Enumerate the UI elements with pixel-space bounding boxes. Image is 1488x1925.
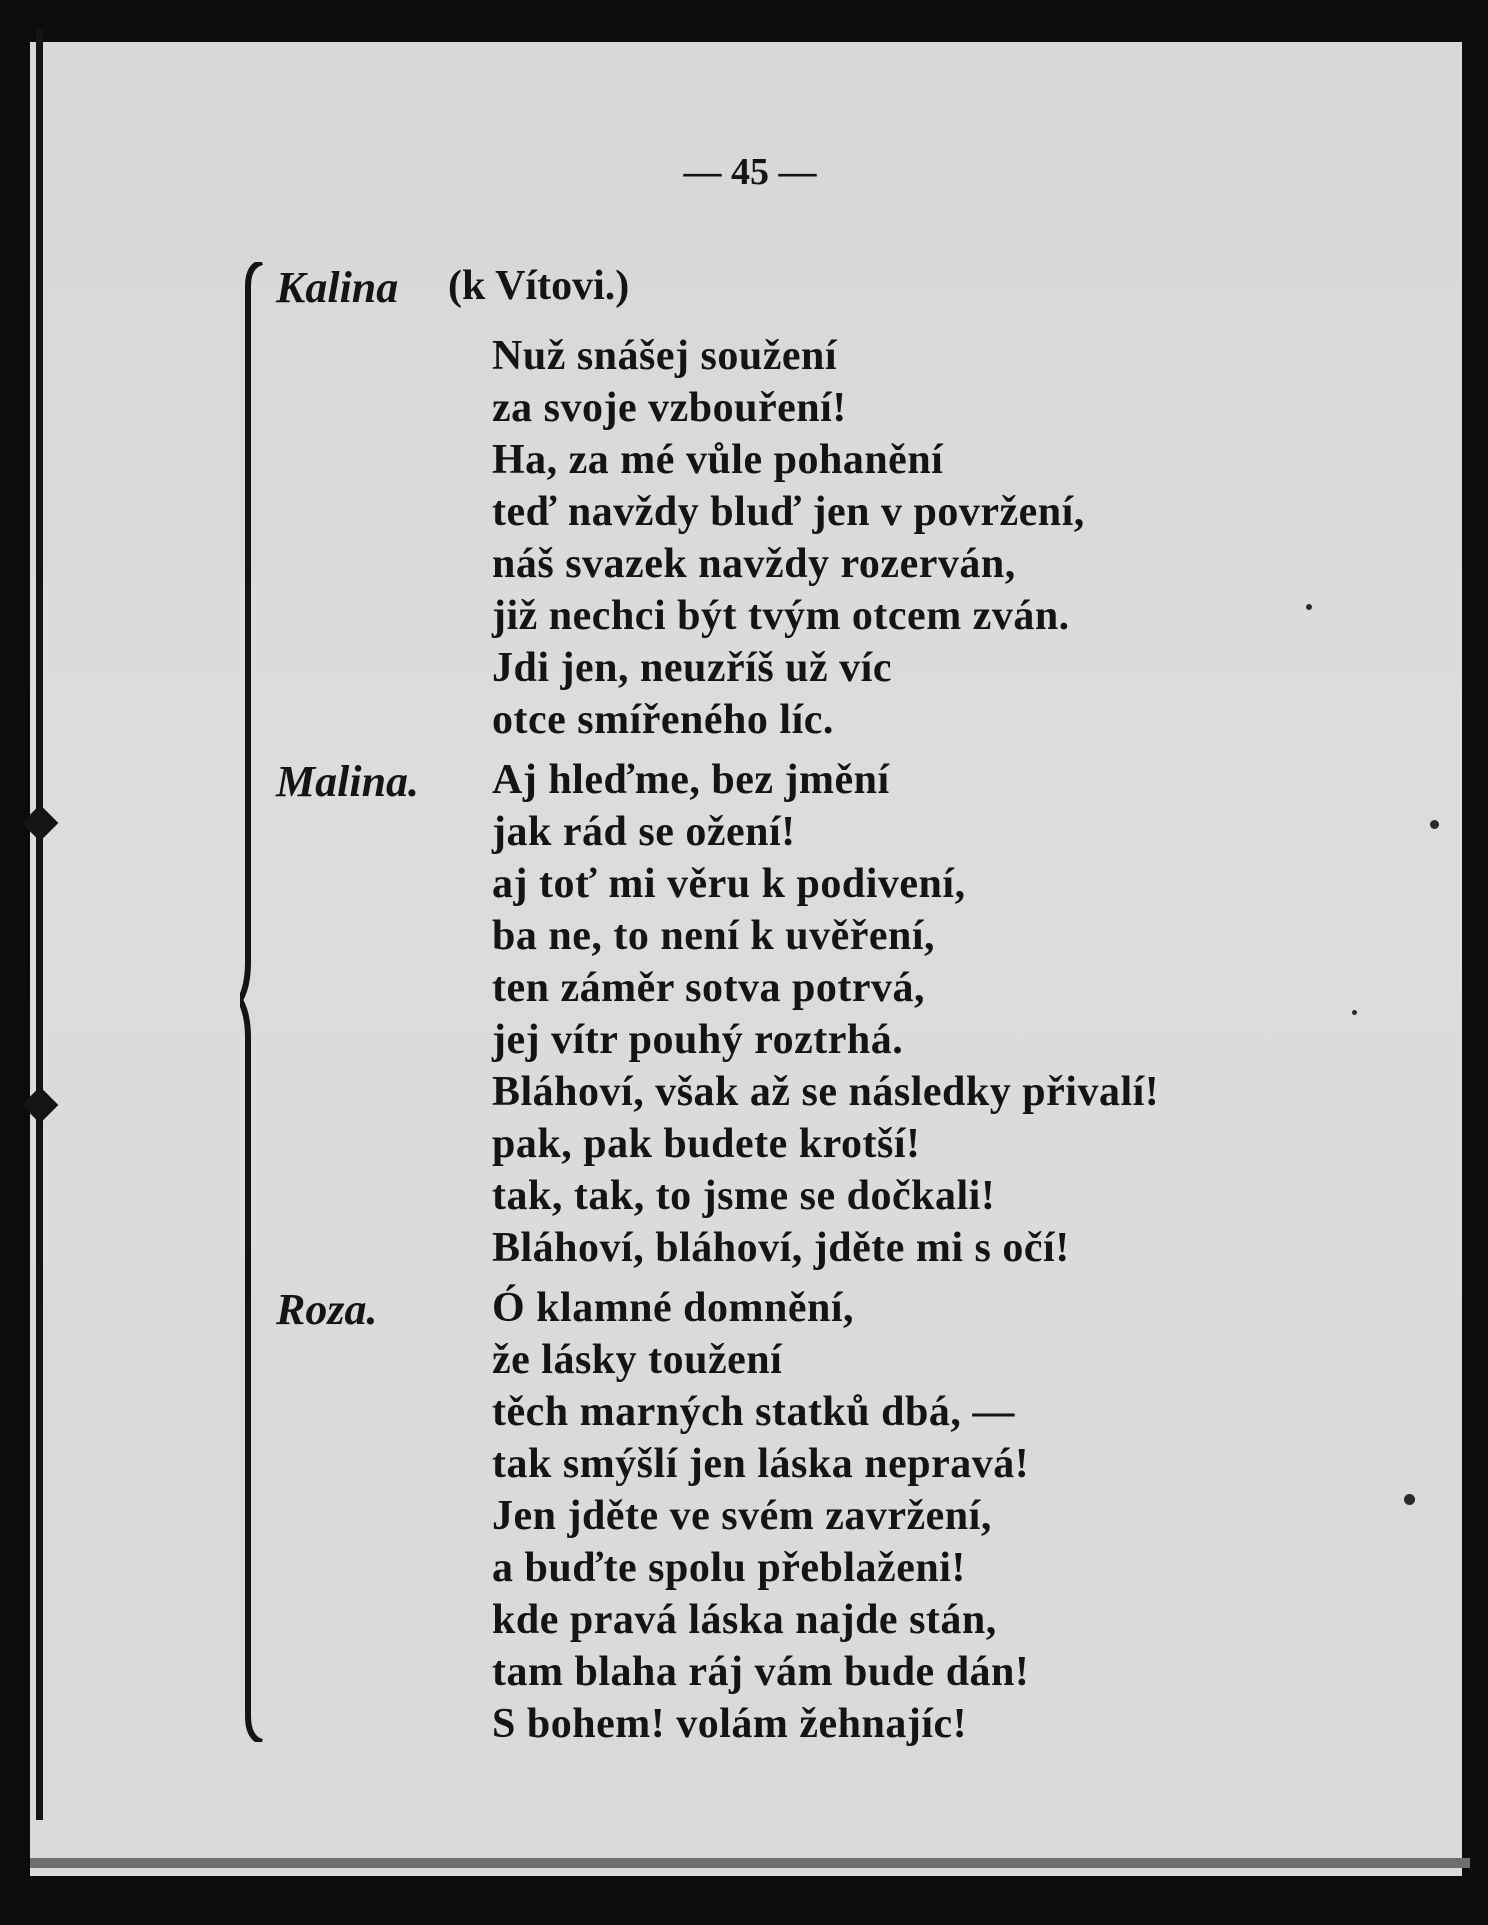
verse-line: S bohem! volám žehnajíc! xyxy=(492,1701,968,1747)
speaker-name-malina: Malina. xyxy=(276,757,420,806)
speaker-name-kalina: Kalina xyxy=(276,263,399,312)
page-number: — 45 — xyxy=(683,151,817,193)
verse-line: Jen jděte ve svém zavržení, xyxy=(492,1493,992,1539)
verse-line: ten záměr sotva potrvá, xyxy=(492,965,925,1011)
verse-line: že lásky toužení xyxy=(492,1337,783,1383)
speaker-brace xyxy=(240,262,268,1742)
verse-line: kde pravá láska najde stán, xyxy=(492,1597,997,1643)
paper-speck xyxy=(1404,1494,1415,1505)
speaker-name-roza: Roza. xyxy=(276,1285,378,1334)
verse-line: již nechci být tvým otcem zván. xyxy=(492,593,1070,639)
verse-line: Bláhoví, však až se následky přivalí! xyxy=(492,1069,1160,1115)
verse-line: náš svazek navždy rozerván, xyxy=(492,541,1016,587)
verse-line: Aj hleďme, bez jmění xyxy=(492,757,890,803)
verse-line: Ha, za mé vůle pohanění xyxy=(492,437,944,483)
paper-speck xyxy=(1306,604,1312,610)
paper-speck xyxy=(1430,820,1439,829)
verse-line: jej vítr pouhý roztrhá. xyxy=(492,1017,904,1063)
verse-line: za svoje vzbouření! xyxy=(492,385,847,431)
gutter-binding-line xyxy=(36,30,43,1820)
paper-speck xyxy=(1352,1010,1357,1015)
verse-line: tak, tak, to jsme se dočkali! xyxy=(492,1173,996,1219)
verse-line: Ó klamné domnění, xyxy=(492,1285,855,1331)
page-bottom-edge xyxy=(30,1858,1470,1868)
verse-line: pak, pak budete krotší! xyxy=(492,1121,921,1167)
verse-line: těch marných statků dbá, — xyxy=(492,1389,1015,1435)
verse-line: aj toť mi věru k podivení, xyxy=(492,861,966,907)
verse-line: Nuž snášej soužení xyxy=(492,333,838,379)
verse-line: a buďte spolu přeblaženi! xyxy=(492,1545,966,1591)
verse-line: Jdi jen, neuzříš už víc xyxy=(492,645,892,691)
verse-line: otce smířeného líc. xyxy=(492,697,834,743)
verse-line: tak smýšlí jen láska nepravá! xyxy=(492,1441,1030,1487)
verse-line: jak rád se ožení! xyxy=(492,809,796,855)
verse-line: ba ne, to není k uvěření, xyxy=(492,913,936,959)
stage-direction: (k Vítovi.) xyxy=(448,263,630,309)
verse-line: teď navždy bluď jen v povržení, xyxy=(492,489,1085,535)
verse-line: Bláhoví, bláhoví, jděte mi s očí! xyxy=(492,1225,1070,1271)
verse-line: tam blaha ráj vám bude dán! xyxy=(492,1649,1030,1695)
